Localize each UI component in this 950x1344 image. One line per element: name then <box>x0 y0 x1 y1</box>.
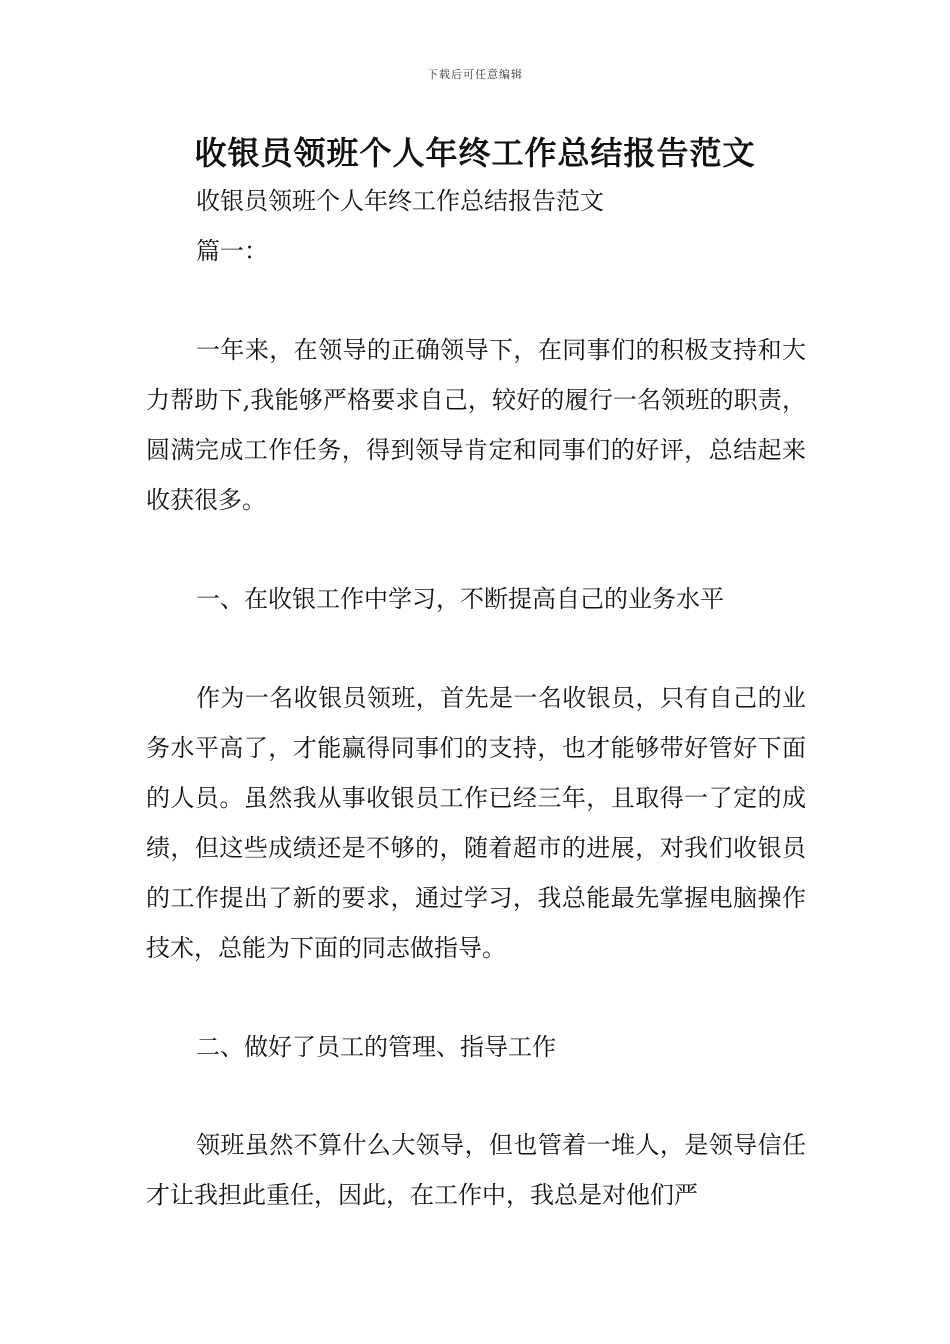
section-1-heading: 一、在收银工作中学习，不断提高自己的业务水平 <box>196 585 724 613</box>
section-1-paragraph: 作为一名收银员领班，首先是一名收银员，只有自己的业务水平高了，才能赢得同事们的支持，也才能够带好管好下面的人员。虽然我从事收银员工作已经三年，且取得一了定的成绩，但这些成绩还是不够的，随着超市的进展，对我们收银员的工作提出了新的要求，通过学习，我总能最先掌握电脑操作技术，总能为下面的同志做指导。 <box>146 684 806 962</box>
document-subtitle: 收银员领班个人年终工作总结报告范文 <box>196 187 604 215</box>
section-2-heading: 二、做好了员工的管理、指导工作 <box>196 1033 556 1061</box>
intro-paragraph: 一年来，在领导的正确领导下，在同事们的积极支持和大力帮助下,我能够严格要求自己，较好的履行一名领班的职责，圆满完成工作任务，得到领导肯定和同事们的好评，总结起来收获很多。 <box>146 336 806 514</box>
header-note: 下载后可任意编辑 <box>427 68 523 81</box>
document-title: 收银员领班个人年终工作总结报告范文 <box>194 134 756 172</box>
part-label: 篇一： <box>196 237 268 265</box>
section-2-paragraph: 领班虽然不算什么大领导，但也管着一堆人，是领导信任才让我担此重任，因此，在工作中，我总是对他们严 <box>146 1131 806 1209</box>
